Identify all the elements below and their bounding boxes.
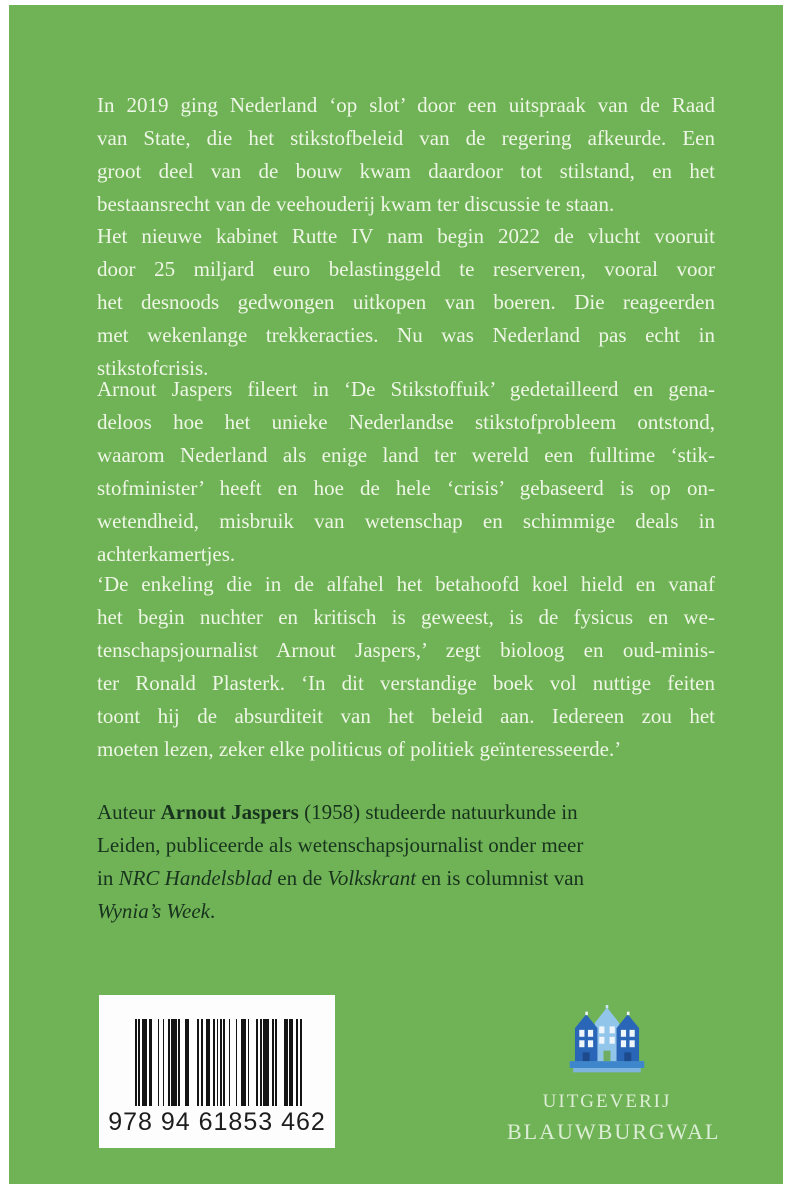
text-line: In 2019 ging Nederland ‘op slot’ door een uitspraak van de Raad	[97, 93, 715, 117]
text-line: groot deel van de bouw kwam daardoor tot stilstand, en het	[97, 159, 715, 183]
text-line: waarom Nederland als enige land ter wereld een fulltime ‘stik-	[97, 443, 715, 467]
paragraph-intro	[97, 89, 715, 221]
paragraph-author-bio	[97, 796, 715, 928]
text-line: het desnoods gedwongen uitkopen van boeren. Die reageerden	[97, 290, 715, 314]
text-line: in NRC Handelsblad en de Volkskrant en is columnist van	[97, 866, 585, 890]
text-line: ‘De enkeling die in de alfahel het betahoofd koel hield en vanaf	[97, 572, 715, 596]
publisher-logo	[507, 1005, 721, 1145]
text-line: het begin nuchter en kritisch is geweest, is de fysicus en we-	[97, 605, 715, 629]
text-line: tenschapsjournalist Arnout Jaspers,’ zegt bioloog en oud-minis-	[97, 638, 715, 662]
text-line: ter Ronald Plasterk. ‘In dit verstandige boek vol nuttige feiten	[97, 671, 715, 695]
text-line: toont hij de absurditeit van het beleid aan. Iedereen zou het	[97, 704, 715, 728]
text-line: achterkamertjes.	[97, 542, 236, 566]
publisher-name-line1: UITGEVERIJ	[542, 1091, 672, 1112]
text-line: door 25 miljard euro belastinggeld te reserveren, vooral voor	[97, 257, 715, 281]
text-line: moeten lezen, zeker elke politicus of politiek geïnteresseerde.’	[97, 737, 622, 761]
text-line: bestaansrecht van de veehouderij kwam ter discussie te staan.	[97, 192, 615, 216]
canal-houses-icon	[568, 1005, 646, 1079]
barcode-panel	[99, 995, 335, 1148]
text-line: deloos hoe het unieke Nederlandse stikstofprobleem ontstond,	[97, 410, 715, 434]
publisher-name-line2: BLAUWBURGWAL	[507, 1119, 721, 1144]
paragraph-boek	[97, 373, 715, 571]
isbn-number: 978 94 61853 462	[108, 1108, 326, 1136]
paragraph-quote-plasterk	[97, 568, 715, 766]
cover-background	[9, 5, 783, 1184]
text-line: stikstofcrisis.	[97, 356, 209, 380]
text-line: Auteur Arnout Jaspers (1958) studeerde natuurkunde in	[97, 800, 578, 824]
text-line: stofminister’ heeft en hoe de hele ‘crisis’ gebaseerd is op on-	[97, 476, 715, 500]
text-line: van State, die het stikstofbeleid van de regering afkeurde. Een	[97, 126, 715, 150]
paragraph-kabinet	[97, 220, 715, 385]
text-line: Wynia’s Week.	[97, 899, 216, 923]
text-line: Leiden, publiceerde als wetenschapsjournalist onder meer	[97, 833, 584, 857]
text-line: wetendheid, misbruik van wetenschap en schimmige deals in	[97, 509, 715, 533]
text-line: met wekenlange trekkeracties. Nu was Nederland pas echt in	[97, 323, 715, 347]
text-line: Het nieuwe kabinet Rutte IV nam begin 2022 de vlucht vooruit	[97, 224, 715, 248]
barcode-bars	[135, 1019, 301, 1106]
text-line: Arnout Jaspers fileert in ‘De Stikstoffuik’ gedetailleerd en gena-	[97, 377, 715, 401]
barcode-bar	[300, 1019, 302, 1106]
